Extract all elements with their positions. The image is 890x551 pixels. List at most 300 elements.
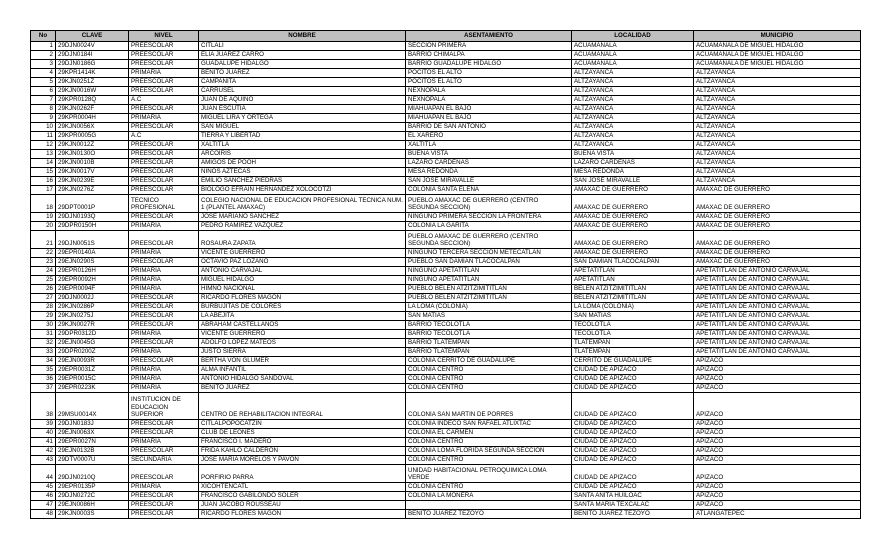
cell-nombre: BENITO JUAREZ [199, 69, 406, 78]
cell-clave: 29KPR0128Q [56, 96, 129, 105]
cell-municipio: ALTZAYANCA [694, 78, 861, 87]
cell-localidad: ACUAMANALA [572, 60, 694, 69]
cell-clave: 29KJN0130O [56, 150, 129, 159]
cell-no: 2 [31, 51, 56, 60]
cell-localidad: TECOLOTLA [572, 330, 694, 339]
cell-municipio: APIZACO [694, 429, 861, 438]
cell-nombre: BENITO JUAREZ [199, 384, 406, 393]
cell-localidad: ACUAMANALA [572, 42, 694, 51]
cell-nivel: PREESCOLAR [129, 51, 199, 60]
table-row [31, 78, 861, 87]
cell-no: 11 [31, 132, 56, 141]
cell-asentamiento: COLONIA CERRITO DE GUADALUPE [406, 357, 572, 366]
cell-clave: 29DJN0002J [56, 294, 129, 303]
table-row [31, 69, 861, 78]
cell-asentamiento: PUEBLO AMAXAC DE GUERRERO (CENTRO SEGUNDA SECCION) [406, 195, 572, 213]
cell-localidad: CIUDAD DE APIZACO [572, 366, 694, 375]
cell-asentamiento: BARRIO TECOLOTLA [406, 330, 572, 339]
cell-nivel: PREESCOLAR [129, 231, 199, 249]
cell-municipio: APIZACO [694, 501, 861, 510]
cell-nombre: CAMPANITA [199, 78, 406, 87]
table-row [31, 330, 861, 339]
cell-nombre: JUAN ESCUTIA [199, 105, 406, 114]
table-row [31, 483, 861, 492]
cell-nombre: MIGUEL LIRA Y ORTEGA [199, 114, 406, 123]
cell-nivel: PREESCOLAR [129, 321, 199, 330]
cell-nombre: FRIDA KAHLO CALDERON [199, 447, 406, 456]
cell-clave: 29EJN0093R [56, 357, 129, 366]
cell-nombre: CITLALI [199, 42, 406, 51]
cell-asentamiento: NEXNOPALA [406, 87, 572, 96]
table-row [31, 357, 861, 366]
cell-municipio: APETATITLAN DE ANTONIO CARVAJAL [694, 276, 861, 285]
cell-localidad: AMAXAC DE GUERRERO [572, 213, 694, 222]
table-row [31, 249, 861, 258]
cell-nivel: TECNICO PROFESIONAL [129, 195, 199, 213]
cell-clave: 29EPR0092H [56, 276, 129, 285]
cell-municipio: ALTZAYANCA [694, 87, 861, 96]
cell-nivel: PRIMARIA [129, 285, 199, 294]
cell-clave: 29KPR1414K [56, 69, 129, 78]
cell-nombre: ABRAHAM CASTELLANOS [199, 321, 406, 330]
cell-nombre: TIERRA Y LIBERTAD [199, 132, 406, 141]
cell-nombre: CARRUSEL [199, 87, 406, 96]
cell-nivel: PREESCOLAR [129, 510, 199, 519]
cell-municipio: APIZACO [694, 357, 861, 366]
cell-localidad: SANTA ANITA HUILOAC [572, 492, 694, 501]
cell-nombre: LA ABEJITA [199, 312, 406, 321]
cell-clave: 29KJN0016W [56, 87, 129, 96]
cell-localidad: TLATEMPAN [572, 339, 694, 348]
cell-nombre: JUSTO SIERRA [199, 348, 406, 357]
cell-localidad: ACUAMANALA [572, 51, 694, 60]
table-row [31, 510, 861, 519]
cell-nivel: PREESCOLAR [129, 339, 199, 348]
cell-municipio: ALTZAYANCA [694, 159, 861, 168]
cell-asentamiento: NINGUNO APETATITLAN [406, 267, 572, 276]
cell-localidad: AMAXAC DE GUERRERO [572, 222, 694, 231]
cell-nivel: PRIMARIA [129, 348, 199, 357]
cell-localidad: ALTZAYANCA [572, 132, 694, 141]
header-municipio: MUNICIPIO [694, 31, 861, 42]
cell-clave: 29DJN0184I [56, 51, 129, 60]
table-row [31, 213, 861, 222]
cell-municipio: APIZACO [694, 447, 861, 456]
cell-asentamiento: BARRIO TECOLOTLA [406, 321, 572, 330]
cell-asentamiento: COLONIA CENTRO [406, 375, 572, 384]
header-no: No [31, 31, 56, 42]
table-body [31, 42, 861, 519]
cell-asentamiento: COLONIA EL CARMEN [406, 429, 572, 438]
cell-localidad: ALTZAYANCA [572, 105, 694, 114]
table-row [31, 276, 861, 285]
cell-asentamiento: PUEBLO BELEN ATZITZIMITITLAN [406, 285, 572, 294]
table-row [31, 348, 861, 357]
cell-nombre: SAN MIGUEL [199, 123, 406, 132]
cell-no: 41 [31, 438, 56, 447]
cell-no: 19 [31, 213, 56, 222]
cell-nombre: ANTONIO HIDALGO SANDOVAL [199, 375, 406, 384]
cell-clave: 29EPR0223K [56, 384, 129, 393]
cell-no: 26 [31, 285, 56, 294]
cell-no: 4 [31, 69, 56, 78]
cell-localidad: BUENA VISTA [572, 150, 694, 159]
cell-nivel: PREESCOLAR [129, 123, 199, 132]
cell-clave: 29EJN0086H [56, 501, 129, 510]
cell-asentamiento: MESA REDONDA [406, 168, 572, 177]
cell-nivel: PRIMARIA [129, 384, 199, 393]
cell-nombre: ROSAURA ZAPATA [199, 231, 406, 249]
cell-nivel: PREESCOLAR [129, 177, 199, 186]
table-row [31, 465, 861, 483]
cell-localidad: ALTZAYANCA [572, 87, 694, 96]
cell-nivel: PRIMARIA [129, 330, 199, 339]
cell-municipio: ALTZAYANCA [694, 123, 861, 132]
cell-localidad: ALTZAYANCA [572, 123, 694, 132]
table-row [31, 141, 861, 150]
table-row [31, 375, 861, 384]
cell-nivel: A.C [129, 96, 199, 105]
cell-localidad: CIUDAD DE APIZACO [572, 429, 694, 438]
cell-asentamiento: POCITOS EL ALTO [406, 69, 572, 78]
cell-localidad: AMAXAC DE GUERRERO [572, 186, 694, 195]
cell-municipio: ALTZAYANCA [694, 168, 861, 177]
cell-localidad: ALTZAYANCA [572, 78, 694, 87]
table-row [31, 159, 861, 168]
cell-nombre: XALTITLA [199, 141, 406, 150]
cell-nivel: PREESCOLAR [129, 258, 199, 267]
cell-nivel: PREESCOLAR [129, 87, 199, 96]
cell-clave: 29KJN0012Z [56, 141, 129, 150]
cell-nombre: FRANCISCO GABILONDO SOLER [199, 492, 406, 501]
cell-municipio: AMAXAC DE GUERRERO [694, 222, 861, 231]
cell-asentamiento [406, 501, 572, 510]
cell-asentamiento: COLONIA CENTRO [406, 456, 572, 465]
cell-municipio: ALTZAYANCA [694, 96, 861, 105]
cell-clave: 29KJN0003S [56, 510, 129, 519]
cell-asentamiento: EL XARERO [406, 132, 572, 141]
cell-asentamiento: COLONIA LA MONERA [406, 492, 572, 501]
cell-no: 23 [31, 258, 56, 267]
cell-asentamiento: COLONIA CENTRO [406, 366, 572, 375]
cell-localidad: TECOLOTLA [572, 321, 694, 330]
cell-asentamiento: COLONIA SANTA ELENA [406, 186, 572, 195]
cell-clave: 29EJN0290S [56, 258, 129, 267]
cell-municipio: APETATITLAN DE ANTONIO CARVAJAL [694, 330, 861, 339]
cell-nombre: ANTONIO CARVAJAL [199, 267, 406, 276]
cell-nivel: PREESCOLAR [129, 213, 199, 222]
cell-no: 29 [31, 312, 56, 321]
cell-localidad: LA LOMA (COLONIA) [572, 303, 694, 312]
cell-clave: 29KJN0251Z [56, 78, 129, 87]
cell-localidad: CIUDAD DE APIZACO [572, 465, 694, 483]
cell-no: 25 [31, 276, 56, 285]
cell-nivel: PRIMARIA [129, 438, 199, 447]
cell-clave: 29EPR0094F [56, 285, 129, 294]
cell-nivel: PRIMARIA [129, 267, 199, 276]
header-asentamiento: ASENTAMIENTO [406, 31, 572, 42]
cell-asentamiento: NINGUNO TERCERA SECCION METECATLAN [406, 249, 572, 258]
cell-clave: 29DJN0024V [56, 42, 129, 51]
cell-no: 27 [31, 294, 56, 303]
cell-nombre: ELIA JUAREZ CARRO [199, 51, 406, 60]
table-row [31, 168, 861, 177]
cell-clave: 29KJN0239E [56, 177, 129, 186]
cell-no: 8 [31, 105, 56, 114]
cell-localidad: APETATITLAN [572, 276, 694, 285]
cell-municipio: ALTZAYANCA [694, 141, 861, 150]
header-row [31, 31, 861, 42]
cell-clave: 29DJN0186G [56, 60, 129, 69]
cell-localidad: AMAXAC DE GUERRERO [572, 195, 694, 213]
table-row [31, 87, 861, 96]
table-row [31, 186, 861, 195]
table-row [31, 177, 861, 186]
cell-asentamiento: BARRIO TLATEMPAN [406, 339, 572, 348]
cell-clave: 29EJN0045G [56, 339, 129, 348]
cell-nivel: PREESCOLAR [129, 294, 199, 303]
cell-nivel: PREESCOLAR [129, 447, 199, 456]
cell-clave: 29DPR0312D [56, 330, 129, 339]
cell-asentamiento: MIAHUAPAN EL BAJO [406, 114, 572, 123]
cell-asentamiento: COLONIA INDECO SAN RAFAEL ATLIXTAC [406, 420, 572, 429]
cell-localidad: CIUDAD DE APIZACO [572, 447, 694, 456]
cell-municipio: APIZACO [694, 393, 861, 420]
cell-localidad: CIUDAD DE APIZACO [572, 393, 694, 420]
cell-clave: 29DJN0051S [56, 231, 129, 249]
cell-no: 5 [31, 78, 56, 87]
cell-clave: 29DPR0200Z [56, 348, 129, 357]
cell-nombre: VICENTE GUERRERO [199, 249, 406, 258]
cell-municipio: APETATITLAN DE ANTONIO CARVAJAL [694, 312, 861, 321]
cell-no: 36 [31, 375, 56, 384]
cell-no: 17 [31, 186, 56, 195]
cell-nivel: PRIMARIA [129, 483, 199, 492]
cell-no: 42 [31, 447, 56, 456]
cell-asentamiento: POCITOS EL ALTO [406, 78, 572, 87]
cell-nivel: PRIMARIA [129, 249, 199, 258]
cell-nombre: PORFIRIO PARRA [199, 465, 406, 483]
cell-nivel: PREESCOLAR [129, 501, 199, 510]
cell-municipio: ALTZAYANCA [694, 69, 861, 78]
cell-localidad: SAN JOSE MIRAVALLE [572, 177, 694, 186]
header-nombre: NOMBRE [199, 31, 406, 42]
table-row [31, 447, 861, 456]
cell-asentamiento: BARRIO CHIMALPA [406, 51, 572, 60]
cell-no: 12 [31, 141, 56, 150]
cell-nivel: PREESCOLAR [129, 42, 199, 51]
cell-nivel: PRIMARIA [129, 375, 199, 384]
cell-no: 39 [31, 420, 56, 429]
table-row [31, 114, 861, 123]
cell-municipio: APIZACO [694, 438, 861, 447]
cell-clave: 29KJN0017V [56, 168, 129, 177]
cell-municipio: AMAXAC DE GUERRERO [694, 186, 861, 195]
cell-asentamiento: UNIDAD HABITACIONAL PETROQUIMICA LOMA VERDE [406, 465, 572, 483]
cell-no: 28 [31, 303, 56, 312]
cell-nivel: PRIMARIA [129, 69, 199, 78]
cell-nombre: ALMA INFANTIL [199, 366, 406, 375]
cell-nombre: JUAN JACOBO ROUSSEAU [199, 501, 406, 510]
cell-municipio: ACUAMANALA DE MIGUEL HIDALGO [694, 42, 861, 51]
cell-nombre: CITLALPOPOCATZIN [199, 420, 406, 429]
cell-clave: 29KJN0010B [56, 159, 129, 168]
cell-nivel: PREESCOLAR [129, 303, 199, 312]
header-clave: CLAVE [56, 31, 129, 42]
cell-no: 7 [31, 96, 56, 105]
cell-asentamiento: NINGUNO PRIMERA SECCION LA FRONTERA [406, 213, 572, 222]
cell-no: 31 [31, 330, 56, 339]
cell-nombre: RICARDO FLORES MAGON [199, 510, 406, 519]
cell-asentamiento: LA LOMA (COLONIA) [406, 303, 572, 312]
cell-nombre: HIMNO NACIONAL [199, 285, 406, 294]
cell-municipio: APIZACO [694, 483, 861, 492]
cell-nombre: FRANCISCO I. MADERO [199, 438, 406, 447]
cell-asentamiento: XALTITLA [406, 141, 572, 150]
cell-clave: 29KJN0262F [56, 105, 129, 114]
cell-clave: 29MSU0014X [56, 393, 129, 420]
cell-nivel: PREESCOLAR [129, 429, 199, 438]
cell-no: 35 [31, 366, 56, 375]
cell-asentamiento: COLONIA LOMA FLORIDA SEGUNDA SECCION [406, 447, 572, 456]
cell-municipio: ALTZAYANCA [694, 150, 861, 159]
table-row [31, 303, 861, 312]
table-row [31, 492, 861, 501]
cell-clave: 29DPR0150H [56, 222, 129, 231]
cell-no: 38 [31, 393, 56, 420]
cell-asentamiento: PUEBLO SAN DAMIAN TLACOCALPAN [406, 258, 572, 267]
cell-localidad: MESA REDONDA [572, 168, 694, 177]
cell-nivel: PREESCOLAR [129, 357, 199, 366]
table-row [31, 222, 861, 231]
cell-no: 21 [31, 231, 56, 249]
cell-municipio: ALTZAYANCA [694, 114, 861, 123]
table-row [31, 294, 861, 303]
cell-nivel: PRIMARIA [129, 114, 199, 123]
table-row [31, 420, 861, 429]
cell-localidad: CIUDAD DE APIZACO [572, 384, 694, 393]
cell-clave: 29KJN0286P [56, 303, 129, 312]
cell-municipio: AMAXAC DE GUERRERO [694, 213, 861, 222]
cell-localidad: CIUDAD DE APIZACO [572, 375, 694, 384]
cell-clave: 29KJN0276Z [56, 186, 129, 195]
cell-no: 37 [31, 384, 56, 393]
cell-asentamiento: BARRIO DE SAN ANTONIO [406, 123, 572, 132]
cell-clave: 29EJN0132B [56, 447, 129, 456]
cell-nombre: NIÑOS AZTECAS [199, 168, 406, 177]
cell-localidad: AMAXAC DE GUERRERO [572, 249, 694, 258]
cell-nombre: BERTHA VON GLUMER [199, 357, 406, 366]
cell-asentamiento: PUEBLO AMAXAC DE GUERRERO (CENTRO SEGUNDA SECCION) [406, 231, 572, 249]
cell-no: 22 [31, 249, 56, 258]
cell-no: 14 [31, 159, 56, 168]
cell-municipio: APIZACO [694, 465, 861, 483]
table-row [31, 231, 861, 249]
cell-municipio: APETATITLAN DE ANTONIO CARVAJAL [694, 321, 861, 330]
cell-clave: 29KPR0005G [56, 132, 129, 141]
cell-nivel: PREESCOLAR [129, 420, 199, 429]
cell-clave: 29EPR0031Z [56, 366, 129, 375]
table-row [31, 312, 861, 321]
cell-nombre: JUAN DE AQUINO [199, 96, 406, 105]
cell-municipio: ALTZAYANCA [694, 132, 861, 141]
cell-nivel: PRIMARIA [129, 366, 199, 375]
cell-asentamiento: MIAHUAPAN EL BAJO [406, 105, 572, 114]
cell-clave: 29KJN0275J [56, 312, 129, 321]
cell-nombre: JOSE MARIA MORELOS Y PAVON [199, 456, 406, 465]
cell-asentamiento: BARRIO GUADALUPE HIDALGO [406, 60, 572, 69]
cell-clave: 29DJN0210Q [56, 465, 129, 483]
cell-nombre: ARCOIRIS [199, 150, 406, 159]
cell-municipio: APIZACO [694, 456, 861, 465]
cell-asentamiento: LAZARO CARDENAS [406, 159, 572, 168]
cell-no: 15 [31, 168, 56, 177]
cell-nivel: PREESCOLAR [129, 60, 199, 69]
table-row [31, 267, 861, 276]
cell-asentamiento: COLONIA LA GARITA [406, 222, 572, 231]
cell-asentamiento: COLONIA CENTRO [406, 384, 572, 393]
cell-nombre: RICARDO FLORES MAGON [199, 294, 406, 303]
cell-nombre: AMIGOS DE POOH [199, 159, 406, 168]
cell-no: 9 [31, 114, 56, 123]
cell-nombre: OCTAVIO PAZ LOZANO [199, 258, 406, 267]
cell-nivel: A.C [129, 132, 199, 141]
cell-clave: 29EPR0140A [56, 249, 129, 258]
cell-no: 16 [31, 177, 56, 186]
cell-nivel: PREESCOLAR [129, 465, 199, 483]
cell-municipio: APIZACO [694, 420, 861, 429]
cell-clave: 29EPR0015C [56, 375, 129, 384]
cell-localidad: AMAXAC DE GUERRERO [572, 231, 694, 249]
cell-no: 1 [31, 42, 56, 51]
cell-clave: 29DJN0183J [56, 420, 129, 429]
table-row [31, 195, 861, 213]
cell-nombre: PEDRO RAMIREZ VAZQUEZ [199, 222, 406, 231]
table-row [31, 60, 861, 69]
cell-no: 3 [31, 60, 56, 69]
header-localidad: LOCALIDAD [572, 31, 694, 42]
table-row [31, 456, 861, 465]
table-row [31, 438, 861, 447]
cell-clave: 29KJN0027R [56, 321, 129, 330]
cell-no: 46 [31, 492, 56, 501]
cell-asentamiento: COLONIA CENTRO [406, 438, 572, 447]
cell-municipio: APIZACO [694, 384, 861, 393]
cell-asentamiento: COLONIA CENTRO [406, 483, 572, 492]
cell-no: 34 [31, 357, 56, 366]
table-row [31, 501, 861, 510]
cell-no: 32 [31, 339, 56, 348]
cell-no: 24 [31, 267, 56, 276]
cell-municipio: ALTZAYANCA [694, 105, 861, 114]
table-row [31, 366, 861, 375]
cell-municipio: ALTZAYANCA [694, 177, 861, 186]
cell-nombre: BURBUJITAS DE COLORES [199, 303, 406, 312]
cell-nombre: COLEGIO NACIONAL DE EDUCACION PROFESIONAL TECNICA NUM. 1 (PLANTEL AMAXAC) [199, 195, 406, 213]
cell-localidad: LAZARO CARDENAS [572, 159, 694, 168]
cell-nivel: PREESCOLAR [129, 186, 199, 195]
cell-nivel: PREESCOLAR [129, 312, 199, 321]
cell-municipio: AMAXAC DE GUERRERO [694, 249, 861, 258]
cell-municipio: APETATITLAN DE ANTONIO CARVAJAL [694, 303, 861, 312]
cell-nivel: PRIMARIA [129, 276, 199, 285]
cell-municipio: AMAXAC DE GUERRERO [694, 258, 861, 267]
cell-asentamiento: NINGUNO APETATITLAN [406, 276, 572, 285]
cell-municipio: APETATITLAN DE ANTONIO CARVAJAL [694, 348, 861, 357]
cell-localidad: ALTZAYANCA [572, 96, 694, 105]
table-row [31, 393, 861, 420]
cell-municipio: APETATITLAN DE ANTONIO CARVAJAL [694, 267, 861, 276]
